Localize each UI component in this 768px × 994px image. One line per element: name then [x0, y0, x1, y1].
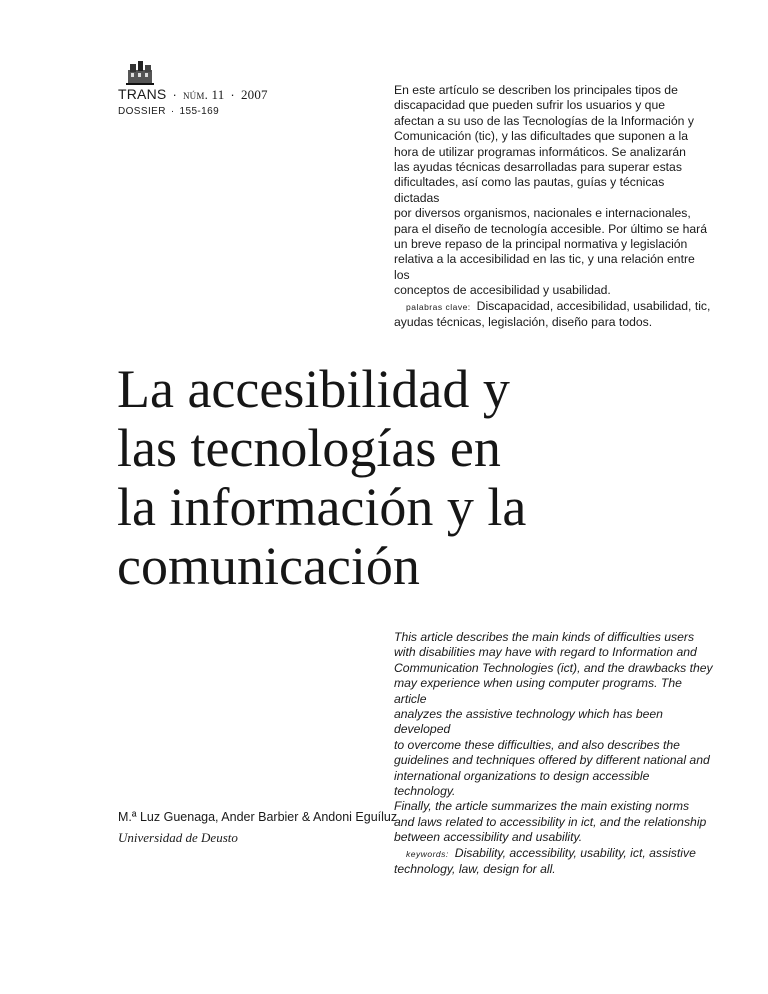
keywords-english-line1: Disability, accessibility, usability, ict, assistive	[454, 845, 696, 860]
abstract-spanish-body	[394, 83, 712, 299]
title-line: las tecnologías en	[117, 418, 501, 478]
abstract-line: las ayudas técnicas desarrolladas para superar estas	[394, 160, 682, 175]
abstract-line: Comunicación (tic), y las dificultades que suponen a la	[394, 129, 689, 144]
abstract-line: with disabilities may have with regard to Information and	[394, 645, 697, 660]
separator-dot: ·	[170, 106, 175, 117]
abstract-line: This article describes the main kinds of difficulties users	[394, 630, 695, 644]
abstract-line: Communication Technologies (ict), and the drawbacks they	[394, 660, 713, 675]
section-name: DOSSIER	[118, 106, 166, 117]
abstract-line: relativa a la accesibilidad en las tic, y una relación entre los	[394, 252, 695, 282]
title-line: La accesibilidad y	[117, 359, 510, 419]
journal-header	[118, 86, 268, 103]
abstract-line: Finally, the article summarizes the main existing norms	[394, 799, 690, 814]
abstract-line: dificultades, así como las pautas, guías y técnicas dictadas	[394, 175, 665, 205]
keywords-spanish	[394, 299, 712, 315]
keywords-spanish-line2: ayudas técnicas, legislación, diseño para todos.	[394, 315, 653, 330]
abstract-line: un breve repaso de la principal normativa y legislación	[394, 237, 688, 252]
journal-logo-icon	[124, 60, 156, 86]
keywords-english	[394, 846, 714, 862]
abstract-line: may experience when using computer programs. The article	[394, 676, 682, 706]
abstract-line: para el diseño de tecnología accesible. Por último se hará	[394, 221, 708, 236]
author-affiliation: Universidad de Deusto	[118, 830, 238, 845]
abstract-line: to overcome these difficulties, and also describes the	[394, 737, 680, 752]
article-title	[117, 360, 577, 596]
issue-number: núm. 11	[182, 87, 225, 102]
abstract-line: discapacidad que pueden sufrir los usuarios y que	[394, 98, 666, 113]
keywords-spanish-line1: Discapacidad, accesibilidad, usabilidad, tic,	[476, 298, 711, 313]
title-line: la información y la	[117, 477, 527, 537]
abstract-line: and laws related to accessibility in ict, and the relationship	[394, 814, 707, 829]
abstract-english	[394, 630, 714, 878]
author-list: M.ª Luz Guenaga, Ander Barbier & Andoni Eguíluz	[118, 810, 398, 824]
abstract-english-body	[394, 630, 714, 846]
keywords-spanish-label: palabras clave:	[406, 301, 471, 312]
abstract-line: conceptos de accesibilidad y usabilidad.	[394, 283, 611, 298]
abstract-line: international organizations to design accessible technology.	[394, 768, 650, 799]
abstract-line: por diversos organismos, nacionales e internacionales,	[394, 206, 691, 221]
abstract-line: hora de utilizar programas informáticos. Se analizarán	[394, 144, 686, 159]
journal-name: TRANS	[118, 86, 167, 102]
abstract-line: between accessibility and usability.	[394, 830, 583, 845]
abstract-line: analyzes the assistive technology which has been developed	[394, 707, 663, 737]
page-range: 155-169	[179, 106, 220, 117]
keywords-english-line2: technology, law, design for all.	[394, 862, 556, 877]
issue-year: 2007	[240, 87, 268, 102]
abstract-line: En este artículo se describen los principales tipos de	[394, 83, 678, 97]
section-info	[118, 106, 219, 117]
separator-dot: ·	[172, 87, 177, 102]
separator-dot: ·	[230, 87, 235, 102]
abstract-line: guidelines and techniques offered by different national and	[394, 753, 710, 768]
abstract-line: afectan a su uso de las Tecnologías de la Información y	[394, 113, 694, 128]
keywords-english-label: keywords:	[406, 848, 449, 859]
title-line: comunicación	[117, 536, 420, 596]
abstract-spanish	[394, 83, 712, 331]
